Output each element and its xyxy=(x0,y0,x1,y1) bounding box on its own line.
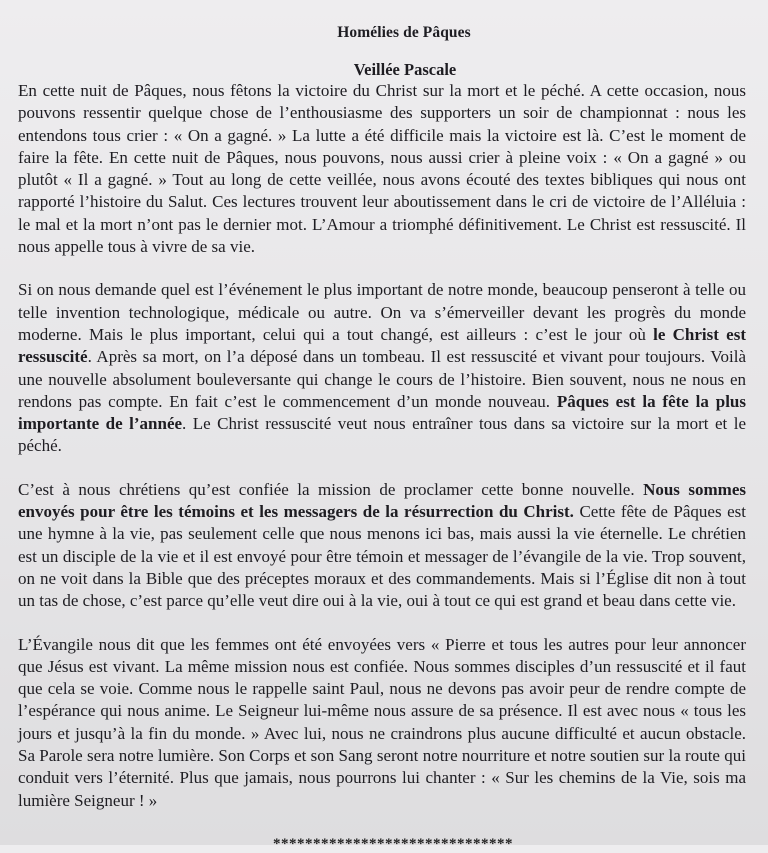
paragraph-text: L’Évangile nous dit que les femmes ont été envoyées vers « Pierre et tous les autres pour leur annoncer que Jésus est vivant. La même mission nous est confiée. Nous sommes disciples d’un ressuscité et il faut que cela se voie. Comme nous le rappelle saint Paul, nous ne devons pas avoir peur de rendre compte de l’espérance qui nous anime. Le Seigneur lui-même nous assure de sa présence. Il est avec nous « tous les jours et jusqu’à la fin du monde. » Avec lui, nous ne craindrons plus aucune difficulté et aucun obstacle. Sa Parole sera notre lumière. Son Corps et son Sang seront notre nourriture et notre soutien sur la route qui conduit vers l’éternité. Plus que jamais, nous pourrons lui chanter : « Sur les chemins de la Vie, sois ma lumière Seigneur ! » xyxy=(18,634,746,810)
section-title: Veillée Pascale xyxy=(353,60,457,79)
emphasis-text: Pâques est la fête la plus importante de l’année xyxy=(18,391,746,434)
paragraph-text: . Après sa mort, on l’a déposé dans un tombeau. Il est ressuscité et vivant pour toujours. Voilà une nouvelle absolument bouleversante qui change le cours de l’histoire. Bien souvent, nous ne nous en rendons pas compte. En fait c’est le commencement d’un monde nouveau. xyxy=(18,347,746,411)
paragraph-text: C’est à nous chrétiens qu’est confiée la mission de proclamer cette bonne nouvelle. xyxy=(18,479,644,499)
separator-asterisks: ****************************** xyxy=(273,835,513,852)
emphasis-text: le Christ est ressuscité xyxy=(18,324,746,367)
paragraph-text: . Le Christ ressuscité veut nous entraîner tous dans sa victoire sur la mort et le péché. xyxy=(18,414,746,456)
paragraph-4 xyxy=(18,634,746,812)
paragraph-text: Cette fête de Pâques est une hymne à la vie, pas seulement celle que nous menons ici bas, mais aussi la vie éternelle. Le chrétien est un disciple de la vie et il est envoyé pour être témoin et messager de l’évangile de la vie. Trop souvent, on ne voit dans la Bible que des préceptes moraux et des commandements. Mais si l’Église dit non à tout un tas de chose, c’est parce qu’elle veut dire oui à la vie, oui à tout ce qui est grand et beau dans cette vie. xyxy=(18,502,746,611)
paragraph-text: Si on nous demande quel est l’événement le plus important de notre monde, beaucoup penseront à telle ou telle invention technologique, médicale ou autre. On va s’émerveiller devant les progrès du monde moderne. Mais le plus important, celui qui a tout changé, est ailleurs : c’est le jour où xyxy=(18,280,746,344)
paragraph-1 xyxy=(18,80,746,258)
paragraph-3 xyxy=(18,479,746,613)
document-title: Homélies de Pâques xyxy=(337,24,471,41)
paragraph-text: En cette nuit de Pâques, nous fêtons la victoire du Christ sur la mort et le péché. A cette occasion, nous pouvons ressentir quelque chose de l’enthousiasme des supporters un soir de championnat : nous les entendons tous crier : « On a gagné. » La lutte a été difficile mais la victoire est là. C’est le moment de faire la fête. En cette nuit de Pâques, nous pouvons, nous aussi crier à pleine voix : « On a gagné » ou plutôt « Il a gagné. » Tout au long de cette veillée, nous avons écouté des textes bibliques qui nous ont rapporté l’histoire du Salut. Ces lectures trouvent leur aboutissement dans le cri de victoire de l’Alléluia : le mal et la mort n’ont pas le dernier mot. L’Amour a triomphé définitivement. Le Christ est ressuscité. Il nous appelle tous à vivre de sa vie. xyxy=(18,81,746,257)
emphasis-text: Nous sommes envoyés pour être les témoins et les messagers de la résurrection du Christ. xyxy=(18,479,746,522)
paragraph-2 xyxy=(18,279,746,457)
